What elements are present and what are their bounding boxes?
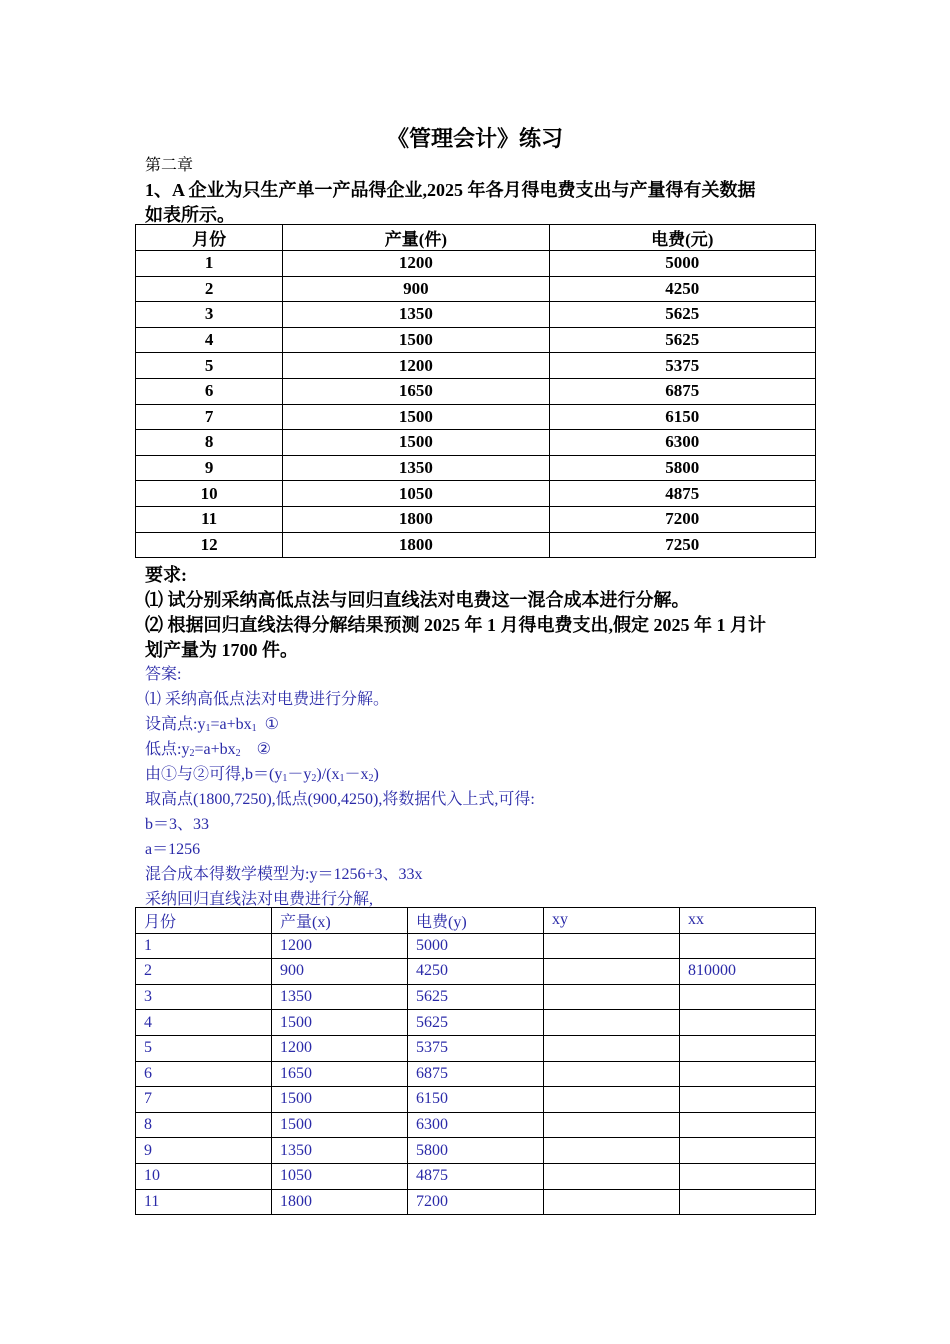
b-value: b＝3、33 <box>145 816 210 833</box>
table-header-cell: 月份 <box>136 908 272 934</box>
table-cell: 8 <box>136 430 283 456</box>
table-cell: 4875 <box>408 1163 544 1189</box>
table-cell: 5800 <box>408 1138 544 1164</box>
subscript: 2 <box>235 748 241 759</box>
equation-text: ) <box>373 766 379 783</box>
subscript: 1 <box>339 773 345 784</box>
table-cell: 10 <box>136 1163 272 1189</box>
table-row <box>136 959 816 985</box>
table-cell: 5375 <box>408 1035 544 1061</box>
equation-text: 由①与②可得,b＝(y <box>145 766 283 783</box>
table-header-cell: xy <box>544 908 680 934</box>
subscript: 2 <box>189 748 195 759</box>
table-cell: 1800 <box>272 1189 408 1215</box>
table-cell: 900 <box>272 959 408 985</box>
table-header-cell: 产量(件) <box>283 225 549 251</box>
equation-marker: ② <box>240 741 271 758</box>
regression-table <box>135 907 816 1215</box>
table-cell: 5 <box>136 353 283 379</box>
answer-label: 答案: <box>145 666 182 683</box>
table-cell <box>544 1061 680 1087</box>
table-cell <box>680 1087 816 1113</box>
table-cell: 1500 <box>283 327 549 353</box>
table-cell <box>544 984 680 1010</box>
table-cell: 5375 <box>549 353 815 379</box>
table-cell: 7250 <box>549 532 815 558</box>
table-row <box>136 1112 816 1138</box>
table-cell <box>544 933 680 959</box>
table-cell: 5000 <box>408 933 544 959</box>
table-cell: 5800 <box>549 455 815 481</box>
table-cell: 4875 <box>549 481 815 507</box>
table-cell: 1 <box>136 933 272 959</box>
high-point-equation <box>145 711 279 734</box>
table-row <box>136 1061 816 1087</box>
equation-text: =a+bx <box>210 716 252 733</box>
table-cell: 1350 <box>283 455 549 481</box>
production-electricity-table <box>135 224 816 558</box>
table-cell <box>544 1163 680 1189</box>
table-cell: 810000 <box>680 959 816 985</box>
table-cell <box>680 1061 816 1087</box>
table-cell: 5625 <box>549 302 815 328</box>
table-header-row <box>136 225 816 251</box>
table-cell: 1800 <box>283 532 549 558</box>
equation-marker: ① <box>256 716 279 733</box>
table-cell <box>544 1087 680 1113</box>
table-cell: 1500 <box>283 430 549 456</box>
table-cell: 6300 <box>408 1112 544 1138</box>
table-cell: 5000 <box>549 251 815 277</box>
table-row <box>136 481 816 507</box>
table-row <box>136 251 816 277</box>
table-row <box>136 302 816 328</box>
table-cell: 1350 <box>283 302 549 328</box>
table-cell: 7200 <box>549 506 815 532</box>
table-cell <box>544 959 680 985</box>
table-cell: 900 <box>283 276 549 302</box>
table-cell: 1350 <box>272 984 408 1010</box>
take-points-text: 取高点(1800,7250),低点(900,4250),将数据代入上式,可得: <box>145 791 535 808</box>
table-cell <box>544 1035 680 1061</box>
table-cell: 6 <box>136 378 283 404</box>
a-value: a＝1256 <box>145 841 201 858</box>
table-header-cell: 产量(x) <box>272 908 408 934</box>
equation-text: －x <box>344 766 369 783</box>
table-header-row <box>136 908 816 934</box>
table-row <box>136 276 816 302</box>
table-cell: 5625 <box>549 327 815 353</box>
table-cell <box>680 1138 816 1164</box>
table-cell: 1200 <box>283 353 549 379</box>
table-cell: 4250 <box>549 276 815 302</box>
table-cell: 5 <box>136 1035 272 1061</box>
table-cell: 6875 <box>408 1061 544 1087</box>
equation-text: －y <box>287 766 312 783</box>
slope-derivation <box>145 761 379 784</box>
equation-text: 设高点:y <box>145 716 206 733</box>
table-cell: 8 <box>136 1112 272 1138</box>
table-cell: 9 <box>136 1138 272 1164</box>
table-cell: 11 <box>136 1189 272 1215</box>
question-line-1: 1、A 企业为只生产单一产品得企业,2025 年各月得电费支出与产量得有关数据 <box>145 180 756 200</box>
table-cell: 5625 <box>408 984 544 1010</box>
subscript: 2 <box>311 773 317 784</box>
table-cell: 4 <box>136 1010 272 1036</box>
table-cell: 3 <box>136 984 272 1010</box>
table-cell: 1200 <box>272 933 408 959</box>
table-cell <box>680 1163 816 1189</box>
table-row <box>136 430 816 456</box>
equation-text: =a+bx <box>194 741 236 758</box>
table-cell: 1200 <box>272 1035 408 1061</box>
table-cell: 1050 <box>283 481 549 507</box>
table-row <box>136 353 816 379</box>
table-cell: 6875 <box>549 378 815 404</box>
table-header-cell: 电费(元) <box>549 225 815 251</box>
table-cell <box>544 1138 680 1164</box>
table-cell: 7 <box>136 404 283 430</box>
table-cell <box>680 933 816 959</box>
table-cell: 12 <box>136 532 283 558</box>
table-cell <box>544 1189 680 1215</box>
table-cell: 1650 <box>283 378 549 404</box>
equation-text: )/(x <box>316 766 340 783</box>
table-cell <box>680 1035 816 1061</box>
chapter-label: 第二章 <box>145 157 194 174</box>
table-cell: 1800 <box>283 506 549 532</box>
table-cell: 1500 <box>283 404 549 430</box>
table-header-cell: 月份 <box>136 225 283 251</box>
table-header-cell: 电费(y) <box>408 908 544 934</box>
table-cell <box>680 1112 816 1138</box>
regression-intro: 采纳回归直线法对电费进行分解, <box>145 891 374 908</box>
table-cell: 1650 <box>272 1061 408 1087</box>
subscript: 1 <box>251 723 257 734</box>
table-row <box>136 327 816 353</box>
table-cell: 4250 <box>408 959 544 985</box>
table-row <box>136 1163 816 1189</box>
table-cell: 10 <box>136 481 283 507</box>
table-cell: 1350 <box>272 1138 408 1164</box>
table-row <box>136 455 816 481</box>
answer-step-1: ⑴ 采纳高低点法对电费进行分解。 <box>145 691 390 708</box>
cost-model: 混合成本得数学模型为:y＝1256+3、33x <box>145 866 423 883</box>
table-cell <box>544 1112 680 1138</box>
table-cell: 1050 <box>272 1163 408 1189</box>
table-row <box>136 378 816 404</box>
requirement-2-line-1: ⑵ 根据回归直线法得分解结果预测 2025 年 1 月得电费支出,假定 2025 年 1 月计 <box>145 615 766 635</box>
table-row <box>136 1035 816 1061</box>
subscript: 2 <box>368 773 374 784</box>
subscript: 1 <box>282 773 288 784</box>
table-cell: 6300 <box>549 430 815 456</box>
subscript: 1 <box>205 723 211 734</box>
table-cell: 9 <box>136 455 283 481</box>
table-row <box>136 404 816 430</box>
table-row <box>136 1189 816 1215</box>
table-cell: 1 <box>136 251 283 277</box>
equation-text: 低点:y <box>145 741 190 758</box>
table-cell: 2 <box>136 959 272 985</box>
low-point-equation <box>145 736 271 759</box>
table-cell: 1200 <box>283 251 549 277</box>
table-cell: 5625 <box>408 1010 544 1036</box>
table-cell: 6150 <box>549 404 815 430</box>
table-cell <box>680 984 816 1010</box>
table-cell: 6150 <box>408 1087 544 1113</box>
table-cell: 1500 <box>272 1010 408 1036</box>
table-cell <box>680 1189 816 1215</box>
table-row <box>136 1138 816 1164</box>
question-line-2: 如表所示。 <box>145 205 235 225</box>
table-cell: 2 <box>136 276 283 302</box>
table-cell: 1500 <box>272 1112 408 1138</box>
table-row <box>136 1087 816 1113</box>
table-cell: 1500 <box>272 1087 408 1113</box>
table-cell: 7 <box>136 1087 272 1113</box>
table-row <box>136 506 816 532</box>
table-row <box>136 1010 816 1036</box>
table-row <box>136 532 816 558</box>
requirements-label: 要求: <box>145 565 187 585</box>
table-cell: 7200 <box>408 1189 544 1215</box>
requirement-2-line-2: 划产量为 1700 件。 <box>145 640 298 660</box>
page-title: 《管理会计》练习 <box>386 126 563 151</box>
table-header-cell: xx <box>680 908 816 934</box>
table-row <box>136 933 816 959</box>
table-cell: 3 <box>136 302 283 328</box>
table-cell: 6 <box>136 1061 272 1087</box>
table-cell: 11 <box>136 506 283 532</box>
table-cell <box>680 1010 816 1036</box>
table-row <box>136 984 816 1010</box>
table-cell <box>544 1010 680 1036</box>
requirement-1: ⑴ 试分别采纳高低点法与回归直线法对电费这一混合成本进行分解。 <box>145 590 690 610</box>
table-cell: 4 <box>136 327 283 353</box>
